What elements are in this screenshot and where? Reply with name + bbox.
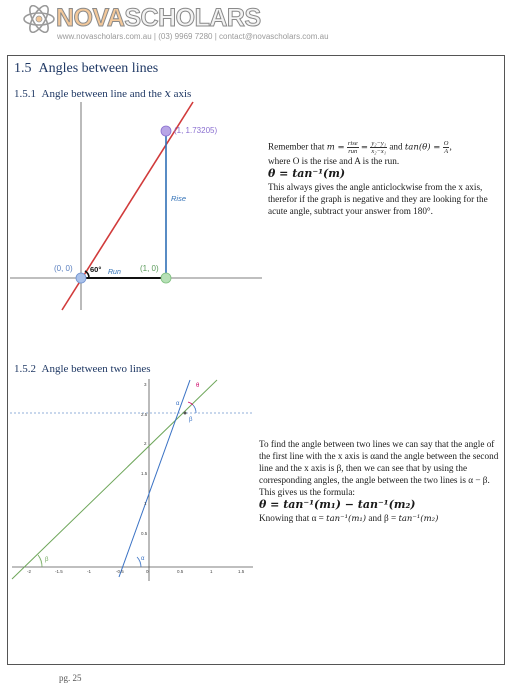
line-green: [12, 380, 217, 579]
point-origin-marker: [76, 273, 86, 283]
theta-label: θ: [196, 383, 200, 389]
beta-arc-top: [193, 405, 196, 413]
alpha-label-top: α: [176, 401, 180, 407]
where-line: where O is the rise and A is the run.: [268, 156, 400, 166]
angle-line-explanation: [268, 140, 500, 217]
point-run-label: (1, 0): [140, 264, 159, 273]
rise-label: Rise: [171, 194, 187, 203]
angle-label: 60°: [90, 265, 102, 274]
intersection-point: [184, 412, 187, 415]
explain-paragraph: This always gives the angle anticlockwise from the x axis, therefor if the graph is negative and they are looking for the acute angle, subtract your answer from 180°.: [268, 182, 488, 216]
beta-label-top: β: [189, 417, 193, 423]
two-lines-figure: [10, 377, 255, 582]
y-tick: 2.5: [141, 412, 148, 417]
x-tick: -2: [27, 569, 32, 574]
formula-theta: θ = tan⁻¹(m): [268, 167, 346, 180]
angle-line-figure: [10, 100, 264, 312]
x-tick-labels: [27, 569, 245, 574]
y-tick: 0.5: [141, 531, 148, 536]
remember-line: Remember that m = $\frac{\text{rise}}{\text{run}}$ = $\frac{\text{y₂−y₁}}{\text{x₂−x₁}}$ and tan(θ) = $\frac{O}{A}$ ,: [268, 140, 452, 155]
y-tick: 1: [144, 501, 147, 506]
two-lines-paragraph: To find the angle between two lines we can say that the angle of the first line with the x axis is αand the angle between the second line and the x axis is β, then we can see that by using the corresponding angles, the angle between the two lines is α − β. This gives us the formula:: [259, 439, 499, 497]
beta-arc-bottom: [38, 555, 42, 567]
point-top-marker: [161, 126, 171, 136]
formula-two-lines: θ = tan⁻¹(m₁) − tan⁻¹(m₂): [259, 498, 416, 511]
x-tick: 0: [146, 569, 149, 574]
point-origin-label: (0, 0): [54, 264, 73, 273]
alpha-label-bottom: α: [141, 556, 145, 562]
x-tick: 0.5: [177, 569, 184, 574]
section-heading: 1.5 Angles between lines: [14, 61, 159, 76]
beta-label-bottom: β: [45, 557, 49, 563]
contact-line: www.novascholars.com.au | (03) 9969 7280 | contact@novascholars.com.au: [57, 32, 329, 41]
line-blue: [119, 380, 190, 577]
knowing-line: Knowing that α = tan⁻¹(m₁) and β = tan⁻¹(m₂): [259, 513, 439, 524]
y-tick: 1.5: [141, 471, 148, 476]
run-label: Run: [108, 269, 121, 276]
y-tick: 2: [144, 441, 147, 446]
x-tick: -1: [87, 569, 92, 574]
x-tick: -1.5: [55, 569, 63, 574]
x-tick: 1.5: [238, 569, 245, 574]
x-tick: -0.5: [116, 569, 124, 574]
brand-logo: NOVASCHOLARS: [56, 4, 261, 32]
page-number: pg. 25: [59, 673, 82, 683]
atom-logo-icon: [22, 5, 56, 33]
x-tick: 1: [210, 569, 213, 574]
point-top-label: (1, 1.73205): [174, 126, 218, 135]
two-lines-explanation: [259, 438, 503, 525]
page-header: [0, 0, 514, 50]
point-run-marker: [161, 273, 171, 283]
subsection-heading-1: 1.5.1 Angle between line and the x axis: [14, 87, 192, 100]
subsection-heading-2: 1.5.2 Angle between two lines: [14, 363, 151, 375]
y-tick: 3: [144, 382, 147, 387]
